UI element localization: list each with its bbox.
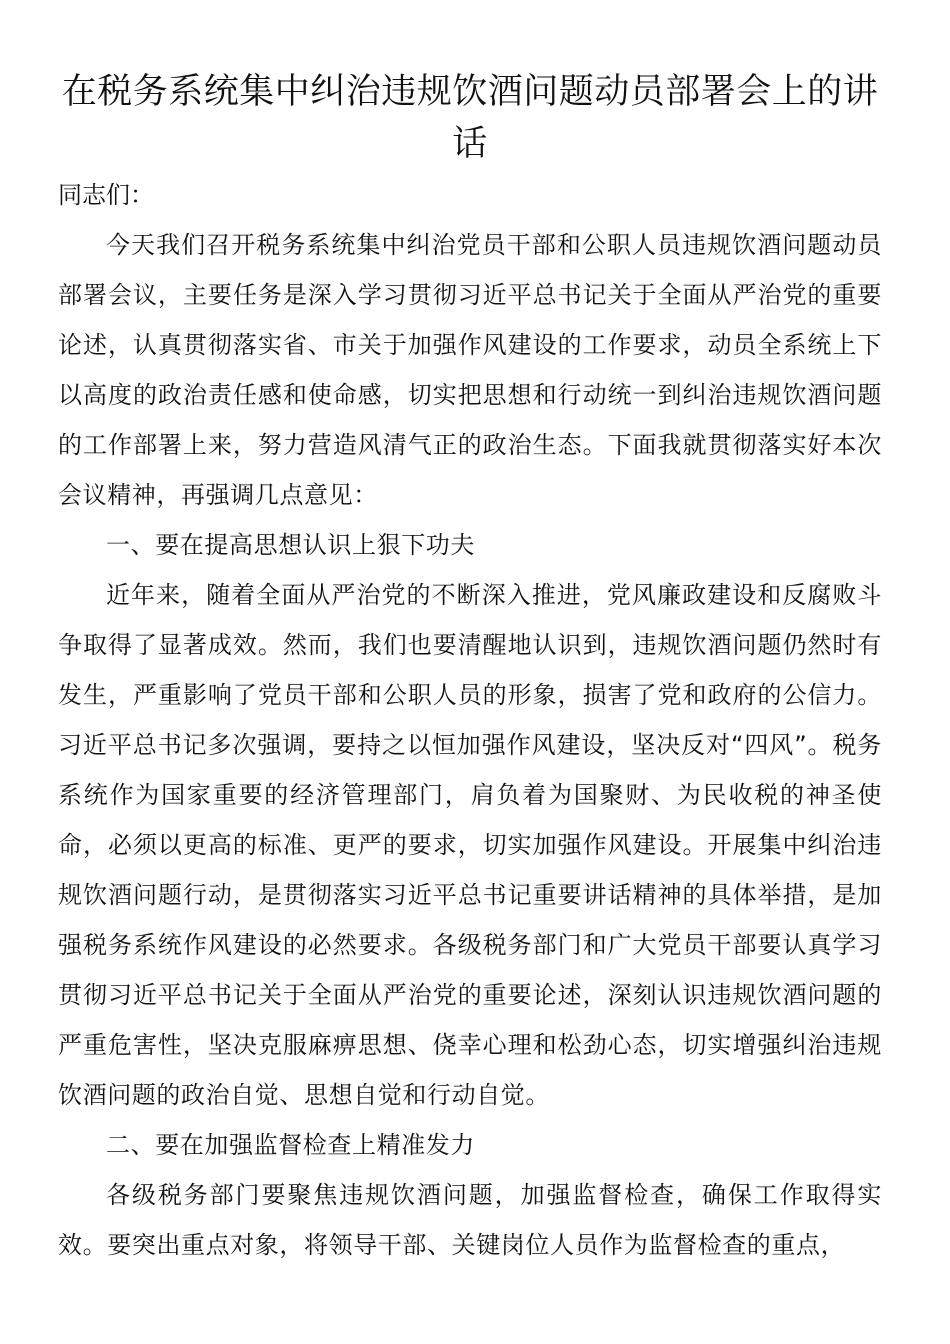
section-heading-1: 一、要在提高思想认识上狠下功夫 (106, 531, 475, 559)
document-title: 在税务系统集中纠治违规饮酒问题动员部署会上的讲话 (61, 72, 879, 164)
salutation: 同志们： (58, 181, 154, 209)
section-body-2: 各级税务部门要聚焦违规饮酒问题，加强监督检查，确保工作取得实效。要突出重点对象，将领导干部、关键岗位人员作为监督检查的重点， (58, 1181, 882, 1259)
opening-paragraph: 今天我们召开税务系统集中纠治党员干部和公职人员违规饮酒问题动员部署会议，主要任务是深入学习贯彻习近平总书记关于全面从严治党的重要论述，认真贯彻落实省、市关于加强作风建设的工作要求，动员全系统上下以高度的政治责任感和使命感，切实把思想和行动统一到纠治违规饮酒问题的工作部署上来，努力营造风清气正的政治生态。下面我就贯彻落实好本次会议精神，再强调几点意见： (58, 231, 882, 509)
document-page (58, 66, 882, 1270)
section-body-1: 近年来，随着全面从严治党的不断深入推进，党风廉政建设和反腐败斗争取得了显著成效。然而，我们也要清醒地认识到，违规饮酒问题仍然时有发生，严重影响了党员干部和公职人员的形象，损害了党和政府的公信力。习近平总书记多次强调，要持之以恒加强作风建设，坚决反对“四风”。税务系统作为国家重要的经济管理部门，肩负着为国聚财、为民收税的神圣使命，必须以更高的标准、更严的要求，切实加强作风建设。开展集中纠治违规饮酒问题行动，是贯彻落实习近平总书记重要讲话精神的具体举措，是加强税务系统作风建设的必然要求。各级税务部门和广大党员干部要认真学习贯彻习近平总书记关于全面从严治党的重要论述，深刻认识违规饮酒问题的严重危害性，坚决克服麻痹思想、侥幸心理和松劲心态，切实增强纠治违规饮酒问题的政治自觉、思想自觉和行动自觉。 (58, 581, 882, 1109)
section-heading-2: 二、要在加强监督检查上精准发力 (106, 1131, 475, 1159)
